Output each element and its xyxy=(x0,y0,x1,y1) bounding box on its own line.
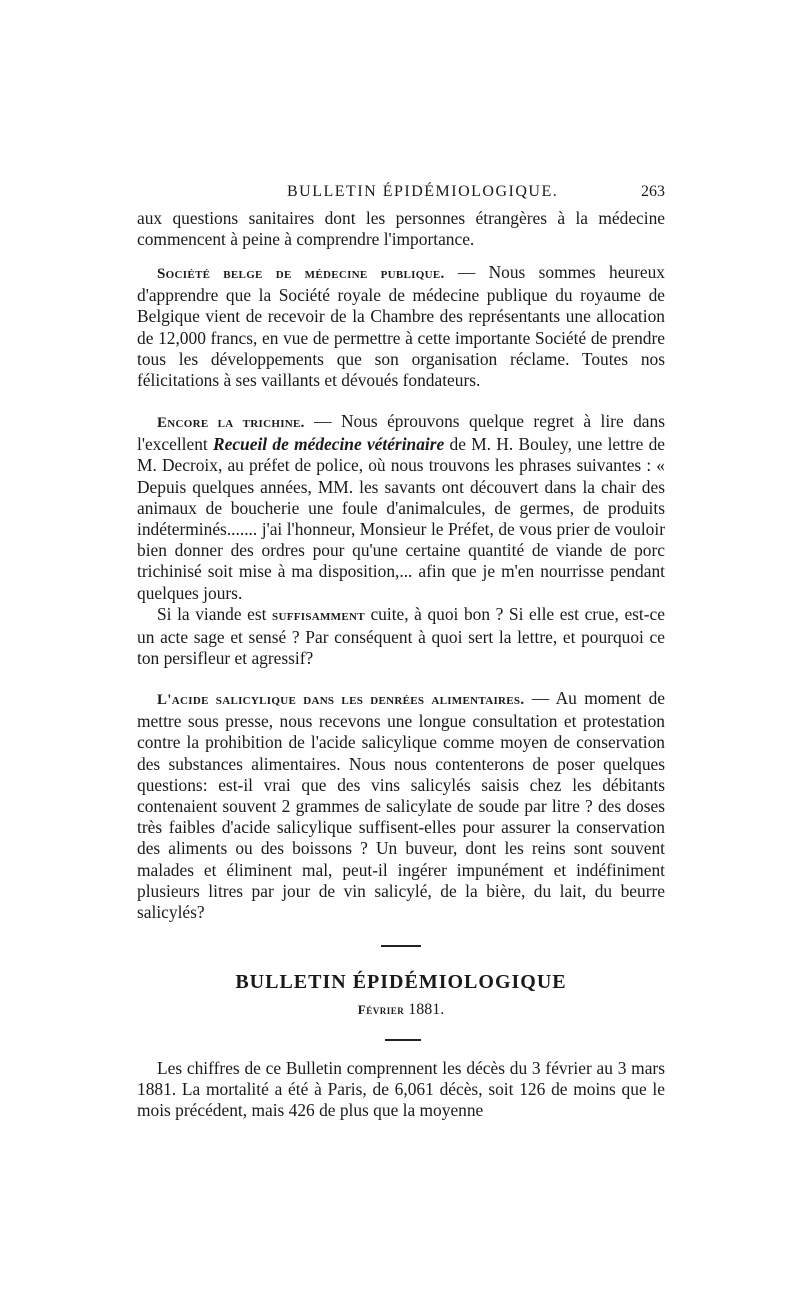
paragraph-text: — Nous éprouvons quelque regret à lire dans l'excellent xyxy=(137,411,665,455)
bulletin-title: BULLETIN ÉPIDÉMIOLOGIQUE xyxy=(235,971,567,993)
running-header-title: BULLETIN ÉPIDÉMIOLOGIQUE. xyxy=(287,183,559,200)
bulletin-date xyxy=(137,1001,665,1019)
paragraph-text: — Nous sommes heureux d'apprendre que la Société royale de médecine publique du royaume de Belgique vient de recevoir de la Chambre des représentants une allocation de 12,000 francs, en vue de permettre à cette importante Société de prendre tous les développements que son organisation réclame. Toutes nos félicitations à ses vaillants et dévoués fondateurs. xyxy=(137,262,666,391)
paragraph-text: Si la viande est xyxy=(157,603,273,624)
bulletin-year: 1881. xyxy=(404,1001,445,1018)
section-heading: Encore la trichine. xyxy=(157,415,305,431)
separator-rule xyxy=(385,1039,421,1041)
bulletin-month: Février xyxy=(357,1002,405,1017)
paragraph-text: — Au moment de mettre sous presse, nous recevons une longue consultation et protestation contre la prohibition de l'acide salicylique comme moyen de conservation des substances alimentaires. Nous nous contenterons de poser quelques questions: est-il vrai que des vins salicylés saisis chez les débitants contenaient souvent 2 grammes de salicylate de soude par litre ? des doses très faibles d'acide salicylique suffisent-elles pour assurer la conservation des aliments ou des boissons ? Un buveur, dont les reins sont souvent malades et éliminent mal, peut-il ingérer impunément et indéfiniment plusieurs litres par jour de vin salicylé, de la bière, du lait, du beurre salicylés? xyxy=(137,688,665,923)
section-bulletin-text xyxy=(137,1058,665,1122)
paragraph-text: aux questions sanitaires dont les personnes étrangères à la médecine commencent à peine à comprendre l'importance. xyxy=(137,208,665,250)
emphasis: suffisamment xyxy=(272,607,365,624)
paragraph-continuation xyxy=(137,208,665,250)
section-acide-salicylique xyxy=(137,688,665,923)
section-heading: L'acide salicylique dans les denrées alimentaires. xyxy=(157,692,525,708)
section-heading: Société belge de médecine publique. xyxy=(157,266,445,282)
page-number: 263 xyxy=(641,183,665,200)
paragraph xyxy=(137,604,665,670)
paragraph xyxy=(137,411,665,604)
separator-rule xyxy=(381,945,421,947)
paragraph xyxy=(137,688,665,923)
paragraph-text: Les chiffres de ce Bulletin comprennent les décès du 3 février au 3 mars 1881. La mortalité a été à Paris, de 6,061 décès, soit 126 de moins que le mois précédent, mais 426 de plus que la moyenne xyxy=(137,1058,665,1121)
paragraph xyxy=(137,262,665,391)
journal-title: Recueil de médecine vétérinaire xyxy=(213,434,445,455)
section-societe-belge xyxy=(137,262,665,391)
section-trichine xyxy=(137,411,665,669)
paragraph-text: de M. H. Bouley, une lettre de M. Decroix, au préfet de police, où nous trouvons les phrases suivantes : « Depuis quelques années, MM. les savants ont découvert dans la chair des animaux de boucherie une foule d'animalcules, de germes, de produits indéterminés....... j'ai l'honneur, Monsieur le Préfet, de vous prier de vouloir bien donner des ordres pour qu'une certaine quantité de viande de porc trichinisé soit mise à ma disposition,... afin que je m'en nourrisse pendant quelques jours. xyxy=(137,434,665,603)
paragraph-text: cuite, à quoi bon ? Si elle est crue, est-ce un acte sage et sensé ? Par conséquent à quoi sert la lettre, et pourquoi ce ton persifleur et agressif? xyxy=(137,603,665,669)
